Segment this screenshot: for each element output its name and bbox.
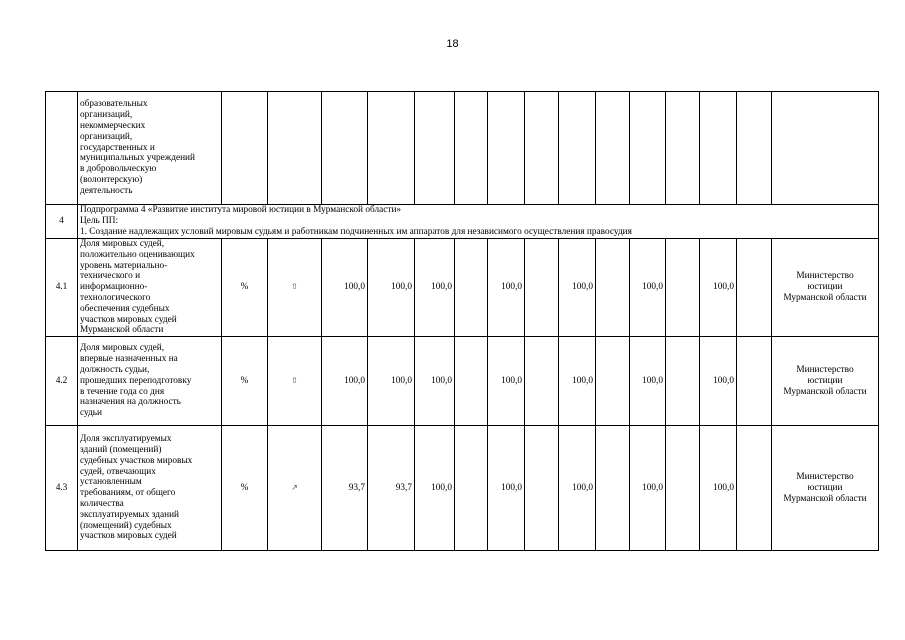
value-cell [455, 239, 488, 337]
page-number: 18 [446, 38, 459, 50]
indicator-name-line: муниципальных учреждений [80, 153, 195, 164]
value-cell: 100,0 [415, 426, 455, 551]
indicator-name-line: назначения на должность [80, 397, 181, 408]
trend-icon-cell [268, 239, 322, 337]
responsible-line: юстиции [807, 482, 843, 493]
indicator-name-line: зданий (помещений) [80, 444, 162, 455]
indicator-name-line: (волонтерскую) [80, 174, 143, 185]
row-number-cell: 4.3 [46, 426, 78, 551]
value-cell: 100,0 [630, 426, 666, 551]
value-cell: 100,0 [630, 337, 666, 426]
unit-cell: % [222, 426, 268, 551]
trend-arrow-icon: ↗ [291, 482, 298, 492]
table-row [46, 337, 879, 426]
indicator-name-line: положительно оценивающих [80, 249, 195, 260]
indicator-name-line: впервые назначенных на [80, 354, 178, 365]
value-cell [737, 426, 772, 551]
indicator-name-line: участков мировых судей [80, 531, 177, 542]
responsible-line: Мурманской области [783, 292, 867, 303]
value-cell [455, 337, 488, 426]
value-cell [737, 337, 772, 426]
responsible-line: Мурманской области [783, 493, 867, 504]
value-cell: 100,0 [700, 239, 737, 337]
table-row [46, 239, 879, 337]
indicator-name-cell [78, 337, 222, 426]
indicator-name-line: образовательных [80, 99, 148, 110]
indicator-name-line: эксплуатируемых зданий [80, 509, 180, 520]
value-cell [666, 426, 700, 551]
value-cell [666, 337, 700, 426]
row-number-cell: 4.1 [46, 239, 78, 337]
responsible-line: юстиции [807, 282, 843, 293]
indicator-name-line: установленным [80, 477, 142, 488]
indicator-name-line: Доля мировых судей, [80, 343, 165, 354]
responsible-cell [772, 426, 879, 551]
indicator-name-line: уровень материально- [80, 260, 168, 271]
indicator-name-line: информационно- [80, 282, 148, 293]
responsible-line: Мурманской области [783, 386, 867, 397]
value-cell: 100,0 [559, 337, 596, 426]
trend-arrow-icon: ⇧ [291, 375, 298, 385]
indicator-name-line: (помещений) судебных [80, 520, 172, 531]
indicator-name-line: в течение года со дня [80, 386, 165, 397]
value-cell [525, 239, 559, 337]
indicator-name-line: должность судьи, [80, 364, 150, 375]
subprogram-goal-text: 1. Создание надлежащих условий мировым судьям и работникам подчиненных им аппаратов для независимого осуществления правосудия [80, 226, 632, 237]
indicator-name-line: деятельность [80, 185, 133, 196]
value-cell [596, 426, 630, 551]
indicator-name-line: некоммерческих [80, 121, 146, 131]
indicator-name-line: количества [80, 498, 124, 509]
row-number-cell: 4.2 [46, 337, 78, 426]
table-row-continued [46, 92, 879, 205]
responsible-line: Министерство [796, 364, 854, 375]
value-cell: 100,0 [415, 337, 455, 426]
unit-cell: % [222, 337, 268, 426]
indicator-name-line: Мурманской области [80, 325, 164, 336]
indicator-name-line: судьи [80, 408, 103, 419]
value-cell [455, 426, 488, 551]
indicator-name-line: требованиям, от общего [80, 488, 176, 499]
indicator-name-line: технологического [80, 292, 151, 303]
value-cell: 100,0 [559, 239, 596, 337]
value-cell: 93,7 [322, 426, 368, 551]
value-cell [596, 239, 630, 337]
value-cell: 100,0 [488, 337, 525, 426]
value-cell: 100,0 [488, 239, 525, 337]
indicator-name-line: организаций, [80, 131, 133, 142]
row-number-cell [46, 92, 78, 205]
indicator-table [45, 91, 879, 551]
indicator-name-line: Доля эксплуатируемых [80, 434, 172, 445]
trend-icon-cell [268, 426, 322, 551]
responsible-cell [772, 239, 879, 337]
subprogram-row [46, 205, 879, 239]
subprogram-goal-label: Цель ПП: [80, 216, 119, 227]
value-cell: 100,0 [630, 239, 666, 337]
indicator-name-cell [78, 239, 222, 337]
indicator-name-line: организаций, [80, 110, 133, 121]
indicator-name-line: технического и [80, 271, 141, 282]
indicator-name-line: прошедших переподготовку [80, 375, 192, 386]
value-cell: 100,0 [322, 239, 368, 337]
indicator-name-line: государственных и [80, 142, 155, 153]
indicator-name-line: Доля мировых судей, [80, 239, 165, 249]
value-cell [596, 337, 630, 426]
indicator-name-cell [78, 92, 222, 205]
indicator-name-line: судебных участков мировых [80, 455, 193, 466]
indicator-name-line: участков мировых судей [80, 314, 177, 325]
indicator-name-line: судей, отвечающих [80, 466, 156, 477]
subprogram-number: 4 [46, 205, 78, 239]
responsible-cell [772, 337, 879, 426]
trend-icon-cell [268, 337, 322, 426]
value-cell: 100,0 [559, 426, 596, 551]
responsible-line: юстиции [807, 375, 843, 386]
indicator-name-line: обеспечения судебных [80, 303, 170, 314]
subprogram-title: Подпрограмма 4 «Развитие института мировой юстиции в Мурманской области» [80, 205, 402, 216]
value-cell: 100,0 [368, 337, 415, 426]
value-cell: 100,0 [700, 337, 737, 426]
value-cell: 93,7 [368, 426, 415, 551]
responsible-line: Министерство [796, 271, 854, 282]
value-cell: 100,0 [415, 239, 455, 337]
value-cell: 100,0 [322, 337, 368, 426]
value-cell: 100,0 [368, 239, 415, 337]
subprogram-description [78, 205, 879, 239]
trend-arrow-icon: ⇧ [291, 282, 298, 292]
unit-cell: % [222, 239, 268, 337]
indicator-name-line: в добровольческую [80, 164, 157, 175]
value-cell [666, 239, 700, 337]
value-cell [737, 239, 772, 337]
responsible-line: Министерство [796, 471, 854, 482]
table-row [46, 426, 879, 551]
value-cell: 100,0 [488, 426, 525, 551]
indicator-name-cell [78, 426, 222, 551]
value-cell [525, 426, 559, 551]
value-cell: 100,0 [700, 426, 737, 551]
value-cell [525, 337, 559, 426]
